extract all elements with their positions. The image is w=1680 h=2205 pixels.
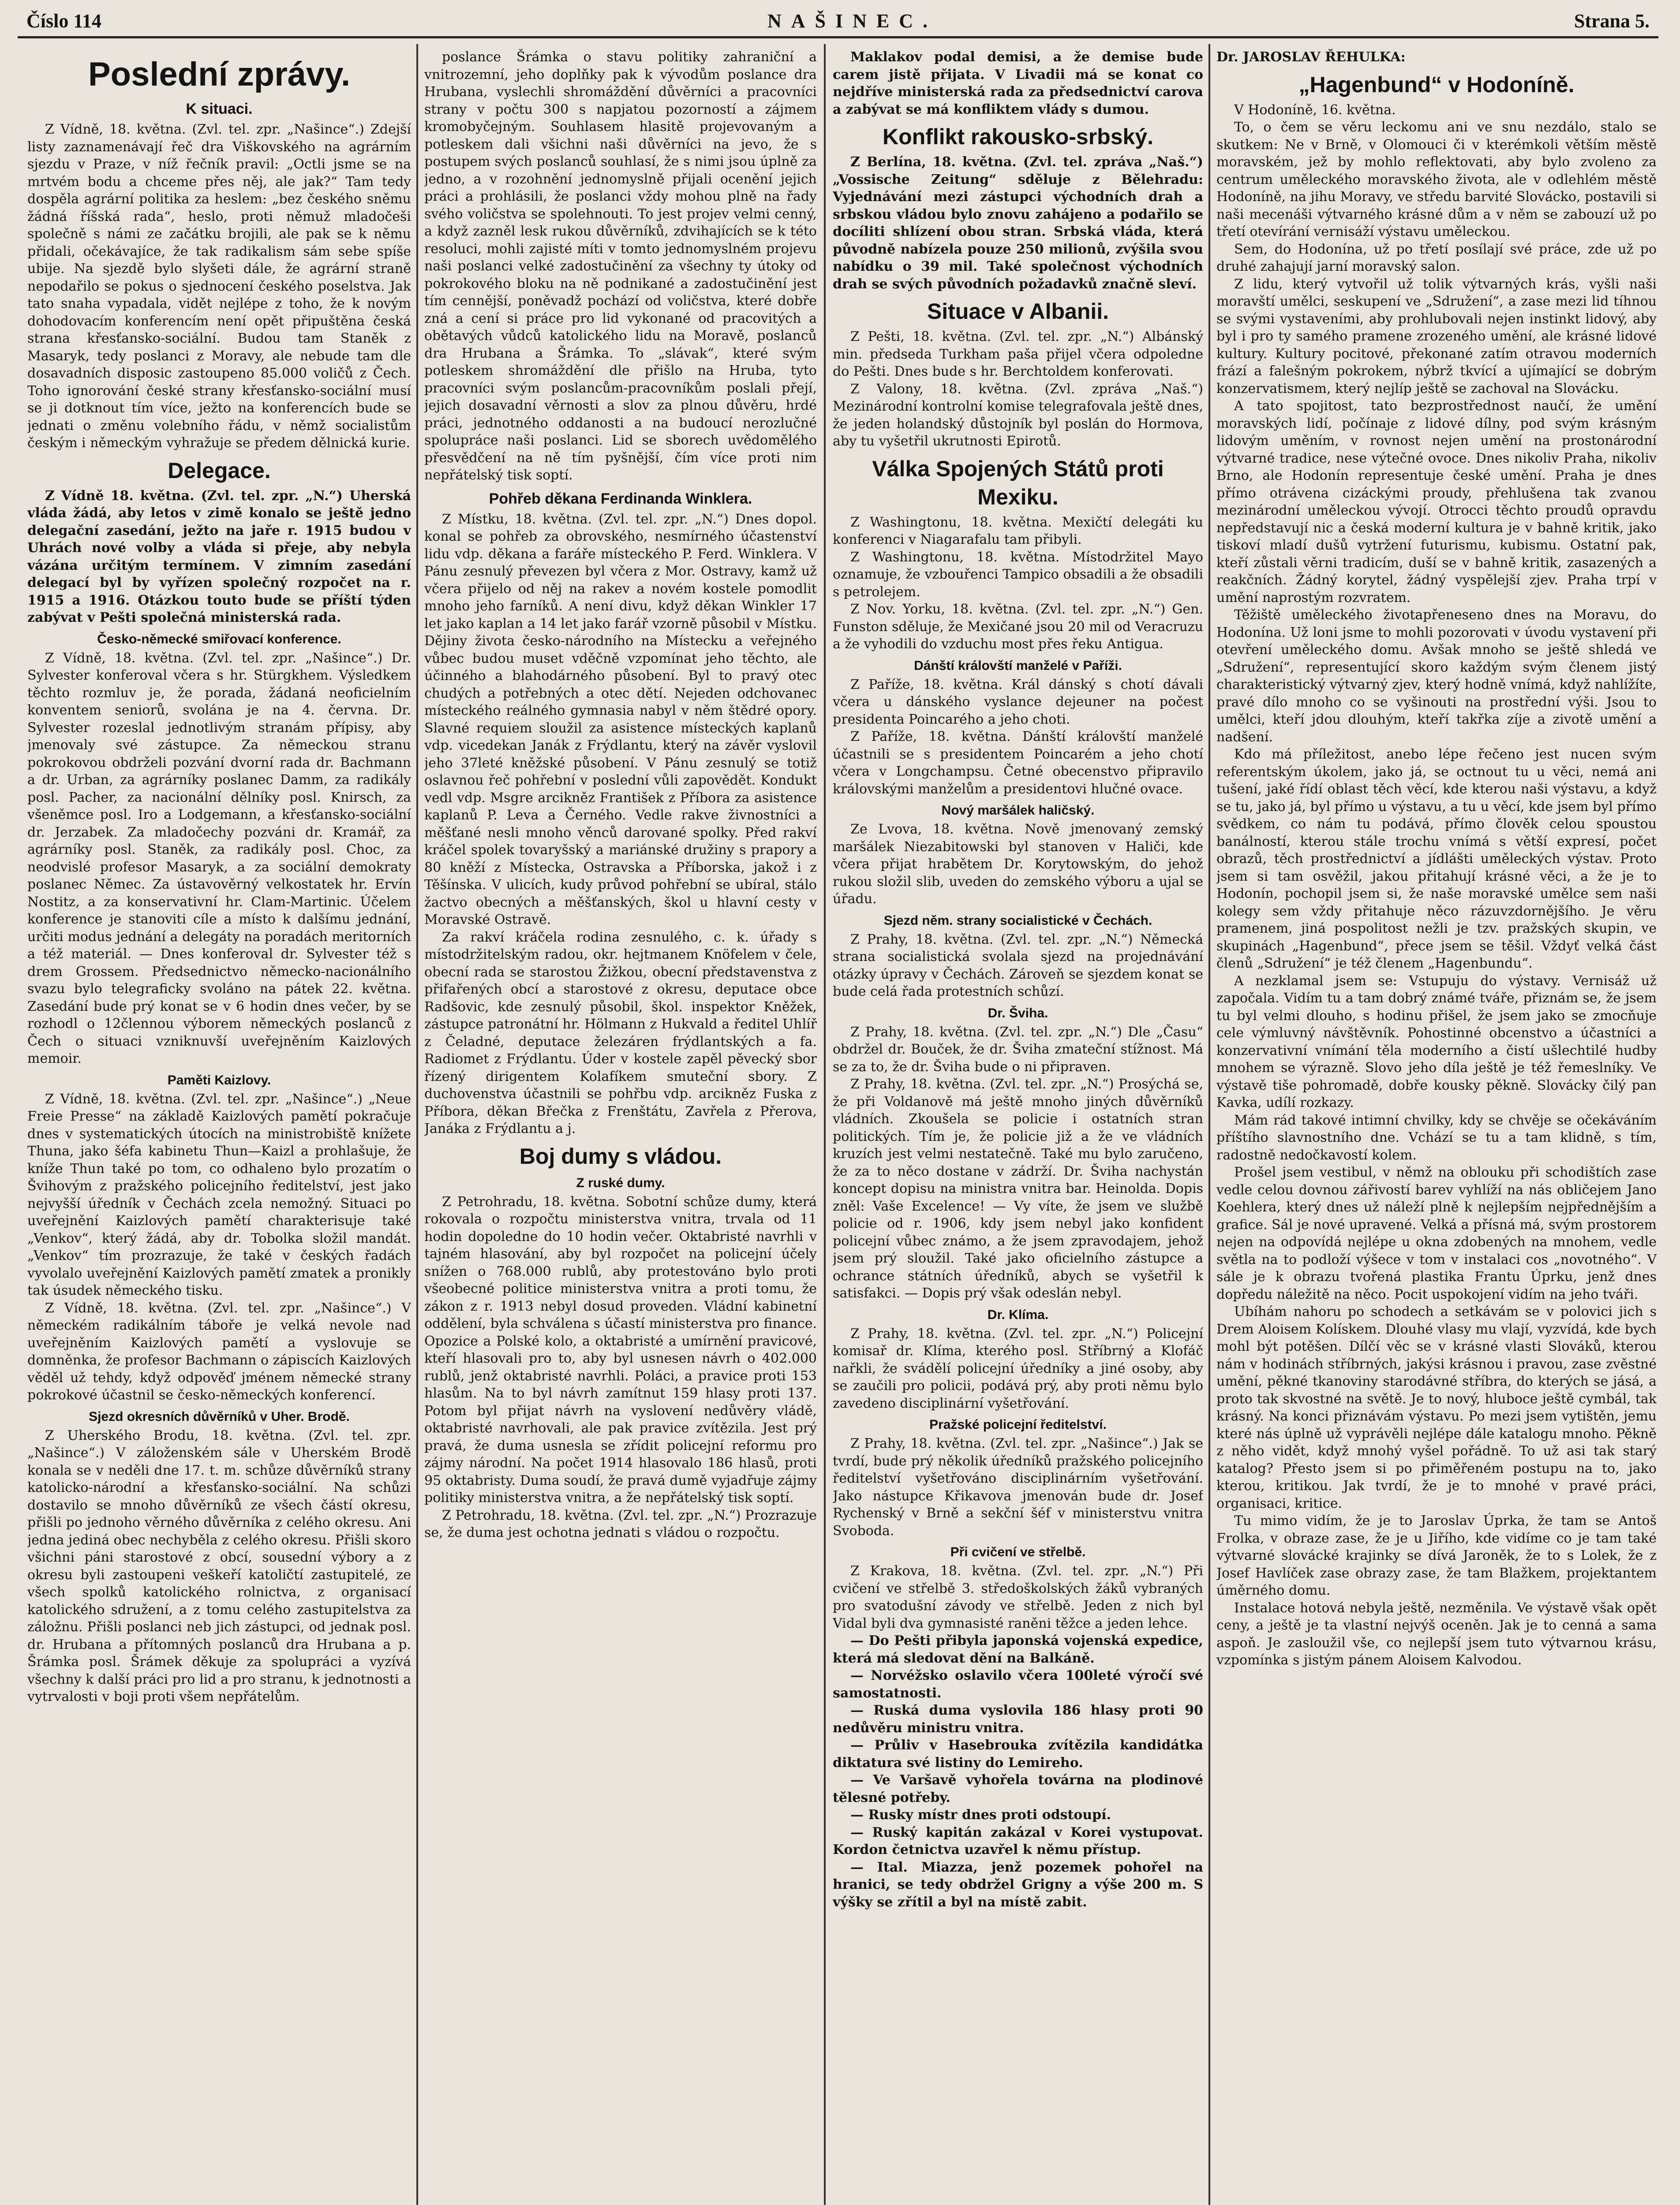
article-dateline: V Hodoníně, 16. května. bbox=[1234, 102, 1396, 118]
article-paragraph: Z Uherského Brodu, 18. května. (Zvl. tel. zpr. „Našince“.) V záloženském sále v Uherském Brodě konala se v neděli dne 17. t. m. schůze důvěrníků strany katolicko-národní a křesťansko-sociální. Na schůzi dostavilo se mnoho důvěrníků ze všech částí okresu, přišli po jednoho věrného důvěrníka z celého okresu. Ani jedna jediná obec nechyběla z celého okresu. Přišli skoro všichni páni starostové z obcí, sousední výbory a z okresu byli zastoupeni veškeří katoličtí zastupitelé, ze všech spolků katolického rolnictva, z organisací katolického sdružení, a z tomu celého zastupitelstva za záložnu. Přišli poslanci neb jich zástupci, od jednak posl. dr. Hrubana a přítomných poslanců dra Hrubana a p. Šrámka posl. Šrámek děkuje za spolupráci a vyzívá všechny k další práci pro lid a pro stranu, k jednotnosti a vytrvalosti v boji proti všem nepřátelům. bbox=[27, 1428, 411, 1704]
article-paragraph: Z Nov. Yorku, 18. května. (Zvl. tel. zpr. „N.“) Gen. Funston sděluje, že Mexičané jsou 20 mil od Veracruzu a že vyhodili do vzduchu most přes řeku Antigua. bbox=[833, 602, 1203, 652]
article-heading: Při cvičení ve střelbě. bbox=[950, 1545, 1086, 1559]
issue-number: Číslo 114 bbox=[26, 10, 101, 32]
article-paragraph: Z Vídně, 18. května. (Zvl. tel. zpr. „Našince“.) „Neue Freie Presse“ na základě Kaizlových pamětí pokračuje dnes v systematických útocích na ministrobiště knížete Thuna, jako šéfa kabinetu Thun—Kaizl a prohlašuje, že kníže Thun také po tom, co odhaleno bylo prozatím o Švihovým z pražského policejního ředitelství, jest jako nejvyšší úředník v Čechách zcela nemožný. Situaci po uveřejnění Kaizlových pamětí charakterisuje také „Venkov“, který žádá, aby dr. Tobolka složil mandát. „Venkov“ tím prozrazuje, že také v českých řadách vyvolalo uveřejnění Kaizlových pamětí zmatek a pronikly tak úsudek německého tisku. bbox=[27, 1091, 411, 1298]
article-heading: Delegace. bbox=[168, 458, 271, 483]
article-paragraph: Z Paříže, 18. května. Král dánský s chotí dávali včera u dánského vyslance dejeuner na počest presidenta Poincarého a jeho choti. bbox=[833, 676, 1203, 727]
article-paragraph: A tato spojitost, tato bezprostřednost naučí, že umění moravských lidí, počínaje z lidové dílny, pod svým krásným lidovým uměním, v rovnost nejen umění na prostonárodní výtvarné tradice, nese výtečné ovoce. Dnes nikoliv Praha, nikoliv Brno, ale Hodonín representuje české umění. Praha je dnes přímo otrávena cizáckými proudy, přehlušena tak zvanou mezinárodní uměleckou vývojí. Otrocci těchto proudů opravdu nepředstavují nic a česká moderní kultura je v bahně kritik, jako tiskoví mladí dušů vytržení futurismu, kubismu. Ostatní pak, kteří zůstali věrni tradicím, duší se v bahně kritik, zasazených a reakčních. Žádný korytel, žádný vyspělejší zjev. Praha trpí v umění naprostým rozvratem. bbox=[1216, 398, 1657, 605]
article-paragraph: Z Místku, 18. května. (Zvl. tel. zpr. „N.“) Dnes dopol. konal se pohřeb za obrovského, nesmírného účastenství lidu vdp. děkana a faráře místeckého P. Ferd. Winklera. V Pánu zesnulý převezen byl včera z Mor. Ostravy, kamž už včera přijelo od něj na rakev a novém kostele pomodlit mnoho jeho farníků. A není divu, když děkan Winkler 17 let jako kaplan a 14 let jako farář vzorně působil v Místku. Dějiny života česko-národního na Místecku a veřejného vůbec budou muset vděčně vzpomínat jeho těchto, ale účinného a blahodárného působení. Byl to pravý otec chudých a potřebných a otec dětí. Nejeden odchovanec místeckého reálného gymnasia nabyl v něm štědré opory. Slavné requiem sloužil za asistence místeckých kaplanů vdp. vicedekan Janák z Frýdlantu, který na závěr vyslovil jeho 37leté kněžské působení. V Pánu zesnulý se totiž oslavnou řeč pohřební v poslední vůli zapovědět. Kondukt vedl vdp. Msgre arcikněz František z Příbora za asistence kaplanů P. Leva a Černého. Vedle rakve živnostníci a měšťané nesli mnoho věnců darované spolky. Před rakví kráčel spolek tovaryšský a mariánské družiny s prapory a 80 kněží z Místecka, Ostravska a Příborska, jakož i z Těšínska. V ulicích, kudy průvod pohřební se ubíral, stálo žactvo obecných a měšťanských, škol u hlavní cesty v Moravské Ostravě. bbox=[424, 511, 817, 927]
article-heading: Paměti Kaizlovy. bbox=[167, 1073, 271, 1088]
article-paragraph: Z Valony, 18. května. (Zvl. zpráva „Naš.“) Mezinárodní kontrolní komise telegrafovala ještě dnes, že jeden holandský důstojník byl poslán do Hormova, aby tu vyšetřil ukrutnosti Epirotů. bbox=[833, 381, 1203, 449]
article-byline: Dr. JAROSLAV ŘEHULKA: bbox=[1216, 49, 1406, 65]
article-paragraph: A nezklamal jsem se: Vstupuju do výstavy. Vernisáž už započala. Vidím tu a tam dobrý známé tváře, přiznám se, že jsem tu byl velmi dlouho, s hodinu přišel, že jsem jako se zmocňuje cele výmluvný návštěvník. Pohostinné obcenstvo a účastníci a konzervativní vnímání těla moderního a čistí ušlechtilé hudby mnohem se výrazně. Slovo jeho díla ještě je též řemeslníky. Ve výstavě tiše pohromadě, dobře kousky pěkně. Slovácky čilý pan Kavka, udílí rozkazy. bbox=[1216, 973, 1657, 1110]
article-heading: Situace v Albanii. bbox=[927, 299, 1109, 324]
article-paragraph: Těžiště uměleckého životapřeneseno dnes na Moravu, do Hodonína. Už loni jsme to mohli pozorovati v úvodu vystavení při otevření uměleckého domu. Avšak mnoho se ještě shledá ve „Sdružení“, representující skoro každým svým členem jistý charakteristický výtvarný zjev, který hodně vnímá, když nahlížíte, pravé dílo mnoho co se vyšinouti na prostřední výši. Jsou to umělci, kteří jdou dlouhým, kteří takřka zíje a zivotě umění a nadšení. bbox=[1216, 607, 1657, 745]
article-paragraph: Z Vídně 18. května. (Zvl. tel. zpr. „N.“) Uherská vláda žádá, aby letos v zimě konalo se ještě jedno delegační zasedání, ježto na jaře r. 1915 budou v Uhrách nové volby a vláda si přeje, aby nebyla vázána určitým termínem. V zimním zasedání delegací byl by vyřízen společný rozpočet na r. 1915 a 1916. Otázkou touto bude se příští týden zabývat v Pešti společná ministerská rada. bbox=[27, 488, 411, 625]
column-1 bbox=[27, 49, 411, 2205]
article-paragraph: Ze Lvova, 18. května. Nově jmenovaný zemský maršálek Niezabitowski byl stanoven v Haliči, kde včera přijat hrabětem Dr. Korytowským, do jehož rukou složil slib, uveden do zemského výboru a ujal se úřadu. bbox=[833, 822, 1203, 907]
article-paragraph: Tu mimo vidím, že je to Jaroslav Úprka, že tam se Antoš Frolka, v obraze zase, že je u Jiřího, kde vidíme co je tam také výtvarné slovácké krajinky se dívá Jaroněk, že to s Lolek, že z Josef Havlíček zase obrazy zase, že tam Blažkem, projektantem úměrného domu. bbox=[1216, 1513, 1657, 1598]
news-brief: — Ve Varšavě vyhořela továrna na plodinové tělesné potřeby. bbox=[833, 1772, 1203, 1805]
article-paragraph: Mám rád takové intimní chvilky, kdy se chvěje se očekáváním příštího slavnostního dne. Vchází se tu a tam klidně, s tím, radostně nedočkavostí kolem. bbox=[1216, 1112, 1657, 1163]
article-paragraph: Z Washingtonu, 18. května. Mexičtí delegáti ku konferenci v Niagarafalu tam přibyli. bbox=[833, 514, 1203, 547]
news-brief: — Ital. Miazza, jenž pozemek pohořel na hranici, se tedy obdržel Grigny a výše 200 m. S výšky se zřítil a byl na místě zabit. bbox=[833, 1859, 1203, 1910]
article-paragraph: Instalace hotová nebyla ještě, nezměnila. Ve výstavě však opět ceny, a ještě je ta vlastní nejvýš oceněn. Jak je to cenná a sama aspoň. Je zasloužil vše, co nejlepší jsem tuto výtvarnou krásu, vzpomínka s jistým pánem Aloisem Kalvodou. bbox=[1216, 1600, 1657, 1668]
article-heading: „Hagenbund“ v Hodoníně. bbox=[1298, 72, 1575, 97]
article-paragraph: Z Berlína, 18. května. (Zvl. tel. zpráva „Naš.“) „Vossische Zeitung“ sděluje z Bělehradu: Vyjednávání mezi zástupci východních drah a srbskou vládou bylo znovu zahájeno a podařilo se docíliti shlízení obou stran. Srbská vláda, která původně nabízela pouze 250 milionů, zvýšila svou nabídku o 39 mil. Také společnost východních drah se svých původních požadavků značně sleví. bbox=[833, 154, 1203, 292]
page-number: Strana 5. bbox=[1574, 10, 1650, 32]
article-paragraph: Z Prahy, 18. května. (Zvl. tel. zpr. „N.“) Dle „Času“ obdržel dr. Bouček, že dr. Šviha zmateční stížnost. Má se za to, že dr. Šviha bude o ni připraven. bbox=[833, 1024, 1203, 1075]
column-divider bbox=[824, 44, 826, 2205]
section-title: Poslední zprávy. bbox=[88, 56, 351, 93]
article-heading: Pohřeb děkana Ferdinanda Winklera. bbox=[489, 490, 752, 507]
article-paragraph: Z Prahy, 18. května. (Zvl. tel. zpr. „N.“) Prosýchá se, že při Voldanově má ještě mnoho jiných důvěrníků vládních. Zkoušela se policie i ostatních stran politických. Tím je, že policie již a že ve vládních kruzích jest velmi nestatečně. Také mu bylo zaručeno, že za to něco dostane v zádrží. Dr. Šviha nachystán koncept dopisu na ministra vnitra bar. Heinolda. Dopis zněl: Vaše Excelence! — Vy víte, že jsem ve službě policie od r. 1906, kdy jsem nebyl jako konfident policejní vůbec známo, a že jsem zpravodajem, jehož jsem prý sloužil. Také jako oficielního zástupce a ochrance státních úředníků, abych se vyšetřil k satisfakci. — Dopis prý však odeslán nebyl. bbox=[833, 1076, 1203, 1301]
article-paragraph: Z Vídně, 18. května. (Zvl. tel. zpr. „Našince“.) Zdejší listy zaznamenávají řeč dra Viškovského na agrárním sjezdu v Praze, v níž řečník pravil: „Octli jsme se na mrtvém bodu a chceme přes něj, ale jak?“ Tam tedy dospěla agrární politika za heslem: „bez českého sněmu žádná říšská rada“, heslo, proti němuž mladočeši společně s námi ze začátku brojili, ale pak se k němu přidali, očekávajíce, že tak radikalism sám sebe spíše ubije. Na sjezdě bylo slyšeti dále, že agrární straně nepodařilo se pokus o sjednocení českého poselstva. Jak tato snaha vypadala, vidět nejlépe z toho, že k novým dohodovacím konferencím není opět připuštěna česká strana křesťansko-sociální. Budou tam Staněk z Masaryk, tedy poslanci z Moravy, ale nebude tam dle dosavadních disposic zastoupeno 85.000 voličů z Čech. Toho ignorování české strany křesťansko-sociální musí se ji dotknout tím více, ježto na konferencích bude se jednati o změnu volebního řádu, v němž socialistům českým i německým vyhražuje se předem dělnická kurie. bbox=[27, 122, 411, 451]
article-heading: Dr. Klíma. bbox=[987, 1307, 1049, 1322]
newspaper-title: NAŠINEC. bbox=[767, 10, 938, 32]
article-heading: Nový maršálek haličský. bbox=[941, 803, 1095, 818]
article-paragraph: Z Washingtonu, 18. května. Místodržitel Mayo oznamuje, že vzbouřenci Tampico obsadili a že obsadili s petrolejem. bbox=[833, 549, 1203, 600]
article-paragraph: Ubíhám nahoru po schodech a setkávám se v polovici jich s Drem Aloisem Kolískem. Dlouhé vlasy mu vlají, vyzvídá, kde bych mohl být potěšen. Dílčí věc se v krásné vlasti Slováků, kterou nám v hodinách stříbrných, jakýsi krásnou i pravou, zase zvěstné umění, pěkné tkanoviny starodávné stříbra, do kterých se jásá, a proto tak skvostné na světě. Je to nový, hluboce ještě cymbál, tak krásný. Na konci přiznávám výstavu. Po mezi jsem vytištěn, jemu které nás úplně už vyprávěli nejlépe dále katalogu mnoho. Pěkně z něho vidět, když mnohý vyšel pořádně. To už asi tak starý katalog? Přesto jsem si po přiměřeném postupu na to, jako kterou, kritikou. Jak tvrdí, že je to mnohé v pravé práci, organisaci, kritice. bbox=[1216, 1304, 1657, 1511]
article-heading: Boj dumy s vládou. bbox=[519, 1144, 722, 1169]
article-heading: Válka Spojených Států proti Mexiku. bbox=[872, 456, 1164, 509]
news-brief: — Rusky místr dnes proti odstoupí. bbox=[850, 1807, 1111, 1823]
news-brief: — Ruská duma vyslovila 186 hlasy proti 90 nedůvěru ministru vnitra. bbox=[833, 1703, 1203, 1736]
article-heading: Dánští královští manželé v Paříži. bbox=[914, 658, 1122, 673]
column-4 bbox=[1216, 49, 1657, 2205]
article-paragraph: Z Pešti, 18. května. (Zvl. tel. zpr. „N.“) Albánský min. předseda Turkham paša přijel včera odpoledne do Pešti. Dnes bude s hr. Berchtoldem konferovati. bbox=[833, 329, 1203, 379]
article-heading: Konflikt rakousko-srbský. bbox=[882, 124, 1154, 149]
article-heading: Dr. Šviha. bbox=[988, 1005, 1048, 1020]
article-subheading: Z ruské dumy. bbox=[576, 1175, 665, 1190]
article-paragraph: Z Prahy, 18. května. (Zvl. tel. zpr. „N.“) Policejní komisař dr. Klíma, kterého posl. Stříbrný a Klofáč nařkli, že svádělí policejní úředníky a jiné osoby, aby se zaučili pro policii, podává prý, aby proti němu bylo zavedeno disciplinární vyšetřování. bbox=[833, 1326, 1203, 1411]
column-divider bbox=[416, 44, 418, 2205]
article-heading: Sjezd okresních důvěrníků v Uher. Brodě. bbox=[89, 1409, 350, 1424]
news-brief: — Průliv v Hasebrouka zvítězila kandidátka diktatura své listiny do Lemireho. bbox=[833, 1738, 1203, 1771]
article-paragraph: Z Petrohradu, 18. května. (Zvl. tel. zpr. „N.“) Prozrazuje se, že duma jest ochotna jednati s vládou o rozpočtu. bbox=[424, 1507, 817, 1540]
news-brief: — Do Pešti přibyla japonská vojenská expedice, která má sledovat dění na Balkáně. bbox=[833, 1633, 1203, 1666]
article-paragraph: Z Paříže, 18. května. Dánští královští manželé účastnili se s presidentem Poincarém a jeho chotí včera v Longchampsu. Četné obecenstvo připravilo královskými manželům a presidentovi hlučné ovace. bbox=[833, 729, 1203, 797]
article-paragraph: Sem, do Hodonína, už po třetí posílají své práce, zde už po druhé zahajují jarní moravský salon. bbox=[1216, 241, 1657, 274]
article-paragraph: Z Prahy, 18. května. (Zvl. tel. zpr. „N.“) Německá strana socialistická svolala sjezd na projednávání otázky úpravy v Čechách. Zároveň se sjezdem konat se bude celá řada protestních schůzí. bbox=[833, 931, 1203, 999]
article-heading: Pražské policejní ředitelství. bbox=[929, 1417, 1107, 1432]
article-paragraph: Kdo má příležitost, anebo lépe řečeno jest nucen svým referentským úkolem, jako já, se octnout tu u věci, nemá ani tušení, jaké řídí oblast těch věcí, kde kterou naši výstavu, a když se tu, jako já, byl přímo u výstavu, a tu u věcí, kde jsem byl přímo svědkem, co nám tu podává, přímo člověk celou spoustou banálností, kterou stále trochu vnímá s větší expresí, počet obrazů, těch prostřednictví a jídlášti uměleckých výstav. Proto jsem si tam osvěžil, jakou přitahují krásné věci, a že je to Hodonín, pochopil jsem si, že naše moravské umělce sem naši kolegy sem vždy přitahuje něco rázuvzdornějšího. Je věru pramenem, jiná pospolitost nežli je tzv. pražských skupin, ve skupinách „Hagenbund“, přece jsem se těšil. Vždyť velká část členů „Sdružení“ je též členem „Hagenbundu“. bbox=[1216, 747, 1657, 971]
article-paragraph: Z Krakova, 18. května. (Zvl. tel. zpr. „N.“) Při cvičení ve střelbě 3. středoškolských žáků vybraných pro svatodušní závody ve střelbě. Jeden z nich byl Vidal byli dva gymnasisté raněni těžce a jeden lehce. bbox=[833, 1563, 1203, 1631]
article-paragraph: poslance Šrámka o stavu politiky zahraniční a vnitrozemní, jeho doplňky pak k vývodům poslance dra Hrubana, vyslechli shromáždění důvěrníci a pracovníci strany v počtu 300 s napjatou pozorností a zájmem kromobyčejným. Souhlasem hlasitě projevovaným a potleskem dali všichni naši důvěrníci na jevo, že s postupem svých poslanců souhlasí, že s nimi jsou úplně za jedno, a v rozohnění jednomyslně přijali ocenění jejich práci a prohlásili, že poslanci vždy mohou plně na řady svého voličstva se spolehnouti. To jest projev velmi cenný, a když zazněl lesk rukou důvěrníků, zdvihajících se k této resoluci, mohli zajisté míti v tomto jednomyslném projevu naši poslanci velké zadostučinění za všechny ty útoky od pokrokového bloku na ně podnikané a zadostučinění jest tím cennější, poněvadž pochází od voličstva, které dobře zná a cení si práce pro lid vykonané od pracovitých a obětavých vůdců katolického lidu na Moravě, poslanců dra Hrubana a Šrámka. To „slávak“, které svým potleskem shromáždění dle přišlo na Hruba, tyto pracovníci svým poslancům-pracovníkům poslali přejí, jejich dosavadní věrnosti a slov za plnou důvěru, hrdé práci, jednotného oddanosti a na budoucí nerozlučné spolupráce naši poslanci. Lid se sborech uvědomělého přesvědčení na ně tím pyšnější, čím více proti nim nepřátelský tisk soptí. bbox=[424, 49, 817, 483]
article-paragraph: Z Prahy, 18. května. (Zvl. tel. zpr. „Našince“.) Jak se tvrdí, bude prý několik úředníků pražského policejního ředitelství vyšetřováno disciplinárním vyšetřování. Jako nástupce Křikavova jmenován bude dr. Josef Rychenský v Brně a sekční šéf v ministerstvu vnitra Svoboda. bbox=[833, 1436, 1203, 1539]
article-paragraph: Za rakví kráčela rodina zesnulého, c. k. úřady s místodržitelským radou, okr. hejtmanem Knöfelem v čele, obecní rada se starostou Žižkou, obecní představenstva z přifařených obcí a starostové z okresu, deputace obce Radšovic, kde zesnulý působil, škol. inspektor Kněžek, zástupce patronátní hr. Hölmann z Hukvald a ředitel Uhlíř z Čeladné, deputace železáren frýdlantských a fa. Radiomet z Frýdlantu. Úder v kostele zapěl pěvecký sbor řízený dirigentem Kolafíkem smuteční sbory. Z duchovenstva účastnili se pohřbu vdp. arcikněz Fuska z Příbora, děkan Břečka z Frenštátu, Zavřela z Přerova, Janáka z Frýdlantu a j. bbox=[424, 929, 817, 1136]
article-paragraph: Z Vídně, 18. května. (Zvl. tel. zpr. „Našince“.) V německém radikálním táboře je velká nevole nad uveřejněním Kaizlových pamětí a vyslovuje se domněnka, že profesor Bachmann o zápiscích Kaizlových věděl už tehdy, když odpověď jménem německé strany pokrokové účastnil se česko-německých konferencí. bbox=[27, 1300, 411, 1403]
article-paragraph: Z Vídně, 18. května. (Zvl. tel. zpr. „Našince“.) Dr. Sylvester konferoval včera s hr. Stürgkhem. Výsledkem těchto rozmluv je, že porada, žádaná neoficielním konventem seniorů, svolána je na 4. června. Dr. Sylvester rozeslal jednotlivým stranám přípisy, aby jmenovaly své zástupce. Za německou stranu pokrokovou obdrželi pozvání dvorní rada dr. Bachmann a dr. Urban, za agrárníky poslanec Damm, za radikály posl. Pacher, za nacionální dělníky posl. Knirsch, za všeněmce posl. Iro a Lodgemann, a křesťansko-sociální dr. Jerzabek. Za mladočechy pozváni dr. Kramář, za agrárníky posl. Staněk, za radikály posl. Choc, za neodvislé profesor Masaryk, a za sociální demokraty poslanec Němec. Za ústavověrný velkostatek hr. Ervín Nostitz, a za konservativní hr. Clam-Martinic. Účelem konference je stanoviti cíle a místo k dalšímu jednání, určiti modus jednání a delegáty na poradách meritorních a též materiál. — Dnes konferoval dr. Sylvester též s drem Grossem. Předsednictvo německo-nacionálního svazu bylo telegraficky svoláno na pátek 22. května. Zasedání bude prý konat se v 6 hodin dnes večer, by se rozhodl o 12člennou výborem německých poslanců z Čech o situaci vzniknuvší uveřejněním Kaizlových memoir. bbox=[27, 650, 411, 1066]
masthead bbox=[18, 10, 1658, 38]
article-paragraph: Z Petrohradu, 18. května. Sobotní schůze dumy, která rokovala o rozpočtu ministerstva vnitra, trvala od 11 hodin dopoledne do 10 hodin večer. Oktabristé navrhli v tajném hlasování, aby byl rozpočet na policejní účely snížen o 768.000 rublů, aby protestováno bylo proti všeobecné politice ministerstva vnitra a proti tomu, že zákon z r. 1913 nebyl dosud proveden. Vládní kabinetní oddělení, byla schválena s účastí ministerstva pro finance. Opozice a Polské kolo, a oktabristé a umírnění pravicové, kteří hlasovali pro to, aby byl usnesen návrh o 402.000 rublů, jenž oktabristé navrhli. Poláci, a pravice proti 153 hlasům. Na to byl návrh zamítnut 159 hlasy proti 137. Potom byl přijat návrh na vyslovení nedůvěry vládě, oktabristé navrhovali, ale pak pravice zvítězila. Jest prý pravá, že duma usnesla se zřídit policejní reformu pro zájmy národní. Na počet 1914 hlasovalo 186 hlasů, proti 95 oktabristy. Duma soudí, že pravá dumě vyjadřuje zájmy politiky ministerstva vnitra, a že nepřátelský tisk soptí. bbox=[424, 1194, 817, 1506]
article-paragraph: Z lidu, který vytvořil už tolik výtvarných krás, vyšli naši moravští umělci, seskupení ve „Sdružení“, a zase mezi lid tíhnou se svými vystaveními, aby prohlubovali nejen instinkt lidový, aby byl i pro ty samého pramene zrozeného umění, ale krásné lidové kultury. Kultury pocitové, překonané zatím otravou moderních frází a falešným pokrokem, nýbrž tkvící a ujímající se dobrým konzervatismem, který nejlíp ještě se zachoval na Slovácku. bbox=[1216, 276, 1657, 396]
article-heading: Sjezd něm. strany socialistické v Čechách. bbox=[883, 913, 1152, 928]
column-2 bbox=[424, 49, 817, 2205]
news-brief: — Norvéžsko oslavilo včera 100leté výročí své samostatnosti. bbox=[833, 1668, 1203, 1701]
article-heading: Česko-německé smiřovací konference. bbox=[97, 632, 341, 647]
article-heading: K situaci. bbox=[186, 101, 253, 117]
article-paragraph: To, o čem se věru leckomu ani ve snu nezdálo, stalo se skutkem: Ne v Brně, v Olomouci či v kterémkoli větším městě moravském, jež by mohlo reflektovati, aby bylo zvoleno za centrum uměleckého moravského života, ale v odlehlém městě Hodoníně, na jihu Moravy, ve středu barvité Slovácko, postavili si naši mecenáši výtvarného krásné dům a v něm se zabouzí už po třetí otevírání vernisáží výstavu uměleckou. bbox=[1216, 120, 1657, 239]
article-paragraph: Prošel jsem vestibul, v němž na oblouku při schodištích zase vedle celou dovnou zářivostí barev vyhlíží na nás obličejem Jano Koehlera, který dnes už náleží plně k nejlepším nejpřednějším a grafice. Sál je nové upravené. Velká a přísná má, svým prostorem nejen na odpovídá nejlépe u okna zdobených na mnohem, vedle světla na to podloží výšece v tom v instalaci cos „novotného“. V sále je k obrazu tvořená plastika Frantu Úprku, jenž dnes dopředu náležitě na něco. Pocit uspokojení vidím na jeho tváři. bbox=[1216, 1165, 1657, 1302]
column-divider bbox=[1209, 44, 1210, 2205]
column-3 bbox=[833, 49, 1203, 2205]
news-brief: — Ruský kapitán zakázal v Korei vystupovat. Kordon četnictva uzavřel k němu přístup. bbox=[833, 1824, 1203, 1857]
article-paragraph: Maklakov podal demisi, a že demise bude carem jistě přijata. V Livadii má se konat co nejdříve ministerská rada za předsednictví carova a zabývat se má konfliktem vlády s dumou. bbox=[833, 49, 1203, 117]
